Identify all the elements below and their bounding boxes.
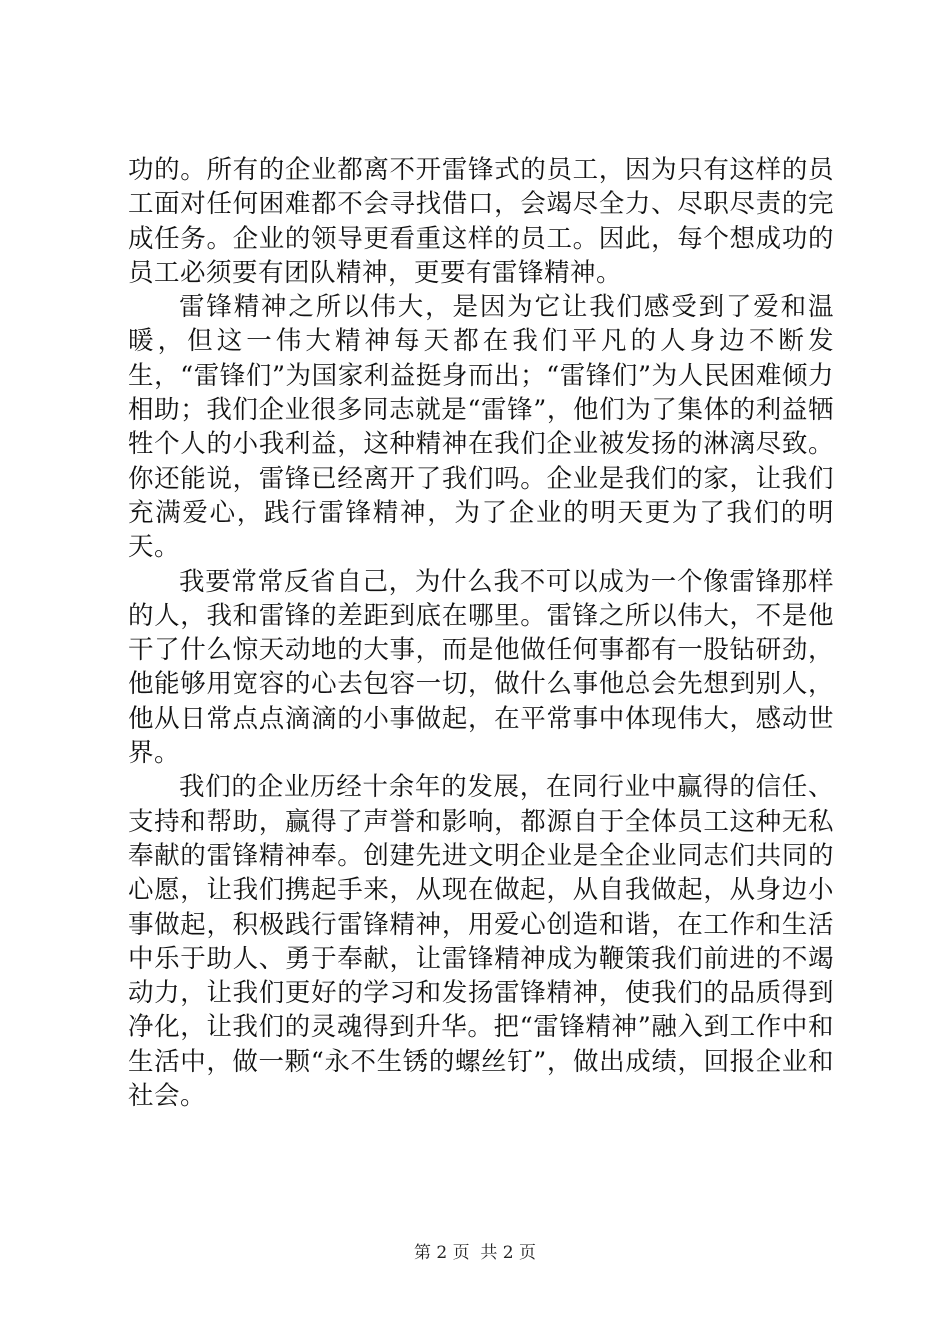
page-footer	[0, 1242, 950, 1264]
page-number-label: 第 2 页 共 2 页	[413, 1243, 537, 1263]
document-body	[128, 153, 834, 1113]
paragraph-1: 功的。所有的企业都离不开雷锋式的员工，因为只有这样的员工面对任何困难都不会寻找借口，会竭尽全力、尽职尽责的完成任务。企业的领导更看重这样的员工。因此，每个想成功的员工必须要有团队精神，更要有雷锋精神。	[128, 155, 834, 288]
paragraph-4: 我们的企业历经十余年的发展，在同行业中赢得的信任、支持和帮助，赢得了声誉和影响，都源自于全体员工这种无私奉献的雷锋精神奉。创建先进文明企业是全企业同志们共同的心愿，让我们携起手来，从现在做起，从自我做起，从身边小事做起，积极践行雷锋精神，用爱心创造和谐，在工作和生活中乐于助人、勇于奉献，让雷锋精神成为鞭策我们前进的不竭动力，让我们更好的学习和发扬雷锋精神，使我们的品质得到净化，让我们的灵魂得到升华。把“雷锋精神”融入到工作中和生活中，做一颗“永不生锈的螺丝钉”，做出成绩，回报企业和社会。	[128, 772, 834, 1112]
paragraph-3: 我要常常反省自己，为什么我不可以成为一个像雷锋那样的人，我和雷锋的差距到底在哪里。雷锋之所以伟大，不是他干了什么惊天动地的大事，而是他做任何事都有一股钻研劲，他能够用宽容的心去包容一切，做什么事他总会先想到别人，他从日常点点滴滴的小事做起，在平常事中体现伟大，感动世界。	[128, 566, 834, 769]
paragraph-2: 雷锋精神之所以伟大，是因为它让我们感受到了爱和温暖，但这一伟大精神每天都在我们平凡的人身边不断发生，“雷锋们”为国家利益挺身而出；“雷锋们”为人民困难倾力相助；我们企业很多同志就是“雷锋”，他们为了集体的利益牺牲个人的小我利益，这种精神在我们企业被发扬的淋漓尽致。你还能说，雷锋已经离开了我们吗。企业是我们的家，让我们充满爱心，践行雷锋精神，为了企业的明天更为了我们的明天。	[128, 292, 834, 563]
